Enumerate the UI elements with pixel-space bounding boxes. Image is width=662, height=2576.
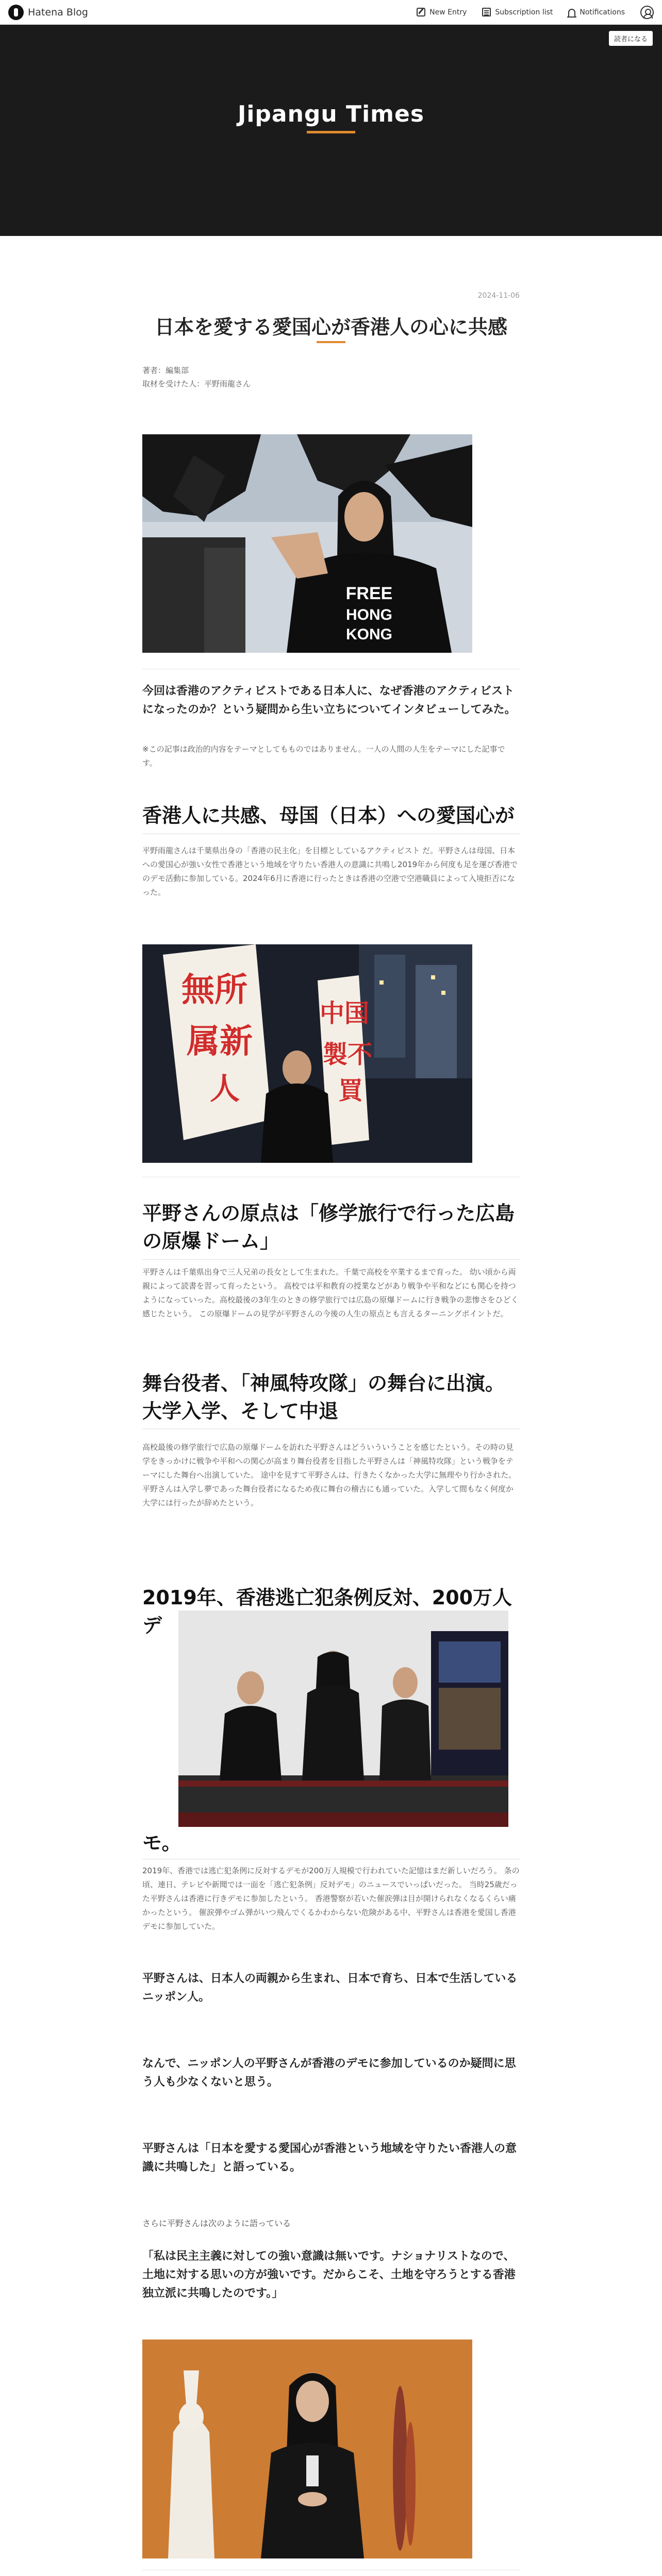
subscription-list-button[interactable] (482, 8, 553, 16)
svg-text:KONG: KONG (346, 626, 392, 643)
quote-intro: さらに平野さんは次のように語っている (142, 2218, 291, 2228)
list-icon (482, 8, 491, 16)
subscribe-reader-button[interactable]: 読者になる (609, 31, 653, 46)
disclaimer-text: ※この記事は政治的内容をテーマとしてもものではありません。一人の人間の人生をテーマにした記事です。 (142, 744, 505, 768)
article-date[interactable]: 2024-11-06 (477, 292, 520, 300)
section-heading-4-tail: モ。 (142, 1832, 181, 1854)
article-author: 著者：編集部 (142, 366, 189, 375)
svg-text:HONG: HONG (346, 606, 392, 623)
hatena-logo-icon (8, 5, 24, 20)
blog-header (0, 25, 662, 236)
svg-text:無所: 無所 (181, 971, 247, 1009)
section-body-3: 高校最後の修学旅行で広島の原爆ドームを訪れた平野さんはどういういうことを感じたという。その時の見学をきっかけに戦争や平和への関心が高まり舞台役者を目指した平野さんは「神風特攻隊」という戦争をテーマにした舞台へ出演していた。 途中を見すて平野さんは、行きたくなかった大学に無理やり行かされた。平野さんは入学し夢であった舞台役者になるため夜に舞台の稽古にも通っていた。入学して間もなく何度か大学には行ったが辞めたという。 (142, 1443, 517, 1507)
blog-title[interactable]: Jipangu Times (237, 101, 425, 127)
top-navigation-bar (0, 0, 662, 25)
notifications-label: Notifications (580, 8, 625, 16)
section-heading-2: 平野さんの原点は「修学旅行で行った広島の原爆ドーム」 (142, 1202, 515, 1252)
brand-name: Hatena Blog (28, 6, 88, 18)
pull-text-1: 平野さんは、日本人の両親から生まれ、日本で育ち、日本で生活しているニッポン人。 (142, 1972, 518, 2004)
user-account-icon[interactable] (640, 6, 654, 19)
intro-lead: 今回は香港のアクティビストである日本人に、なぜ香港のアクティビストになったのか？という疑問から生い立ちについてインタビューしてみた。 (142, 685, 516, 716)
pen-icon (417, 8, 425, 16)
article-subject: 取材を受けた人：平野雨龍さん (142, 379, 251, 388)
new-entry-button[interactable] (417, 8, 467, 16)
section-heading-4: 2019年、香港逃亡犯条例反対、200万人デ (142, 1586, 512, 1637)
section-body-4: 2019年、香港では逃亡犯条例に反対するデモが200万人規模で行われていた記憶はまだ新しいだろう。 条の頃、連日、テレビや新聞では一面を「逃亡犯条例」反対デモ」のニュースでいっぱいだった。 当時25歳だった平野さんは香港に行きデモに参加したという。 香港警察が若いた催涙弾は目が開けられなくなるくらい痛かったという。 催涙弾やゴム弾がいつ飛んでくるかわからない危険がある中、平野さんは香港を愛国し香港デモに参加していた。 (142, 1866, 520, 1931)
speaker-statue-photo (142, 2340, 472, 2558)
section-body-2: 平野さんは千葉県出身で三人兄弟の長女として生まれた。千葉で高校を卒業するまで育った。 幼い頃から両親によって読書を習って育ったという。 高校では平和教育の授業などがあり戦争や平和などにも関心を持つようになっていった。高校最後の3年生のときの修学旅行では広島の原爆ドームに行き戦争の悲惨さをひどく感じたという。 この原爆ドームの見学が平野さんの今後の人生の原点とも言えるターニングポイントだ。 (142, 1267, 519, 1318)
pull-text-3: 平野さんは「日本を愛する愛国心が香港という地域を守りたい香港人の意識に共鳴した」と語っている。 (142, 2142, 517, 2174)
protest-flag-photo (142, 434, 472, 653)
new-entry-label: New Entry (429, 8, 467, 16)
bell-icon (568, 9, 575, 16)
banner-protest-photo (142, 944, 472, 1163)
svg-text:属新: 属新 (187, 1023, 253, 1061)
quote-text: 「私は民主主義に対しての強い意識は無いです。ナショナリストなので、土地に対する思いの方が強いです。だからこそ、土地を守ろうとする香港独立派に共鳴したのです。」 (142, 2250, 516, 2300)
section-body-1: 平野雨龍さんは千葉県出身の「香港の民主化」を目標としているアクティビスト だ。平野さんは母国、日本への愛国心が強い女性で香港という地域を守りたい香港人の意識に共鳴し2019年から何度も足を運び香港でのデモ活動に参加している。2024年6月に香港に行ったときは香港の空港で空港職員によって入境拒否になった。 (142, 846, 518, 897)
stage-event-photo (178, 1611, 508, 1827)
svg-text:製不: 製不 (322, 1040, 373, 1069)
svg-text:買: 買 (338, 1076, 363, 1105)
hatena-blog-logo[interactable] (8, 5, 88, 20)
svg-text:中国: 中国 (319, 999, 370, 1028)
notifications-button[interactable] (568, 8, 625, 16)
article-title-underline (317, 341, 345, 343)
pull-text-2: なんで、ニッポン人の平野さんが香港のデモに参加しているのか疑問に思う人も少なくないと思う。 (142, 2057, 516, 2089)
nav-actions (417, 6, 654, 19)
section-heading-1: 香港人に共感、母国（日本）への愛国心が (142, 804, 515, 827)
svg-text:FREE: FREE (345, 584, 393, 603)
section-heading-3: 舞台役者、「神風特攻隊」の舞台に出演。大学入学、そして中退 (142, 1372, 505, 1422)
heading-rule (142, 1259, 520, 1260)
svg-text:人: 人 (209, 1071, 240, 1106)
blog-title-underline (307, 131, 355, 133)
article-title[interactable]: 日本を愛する愛国心が香港人の心に共感 (154, 316, 507, 338)
subscription-list-label: Subscription list (495, 8, 553, 16)
